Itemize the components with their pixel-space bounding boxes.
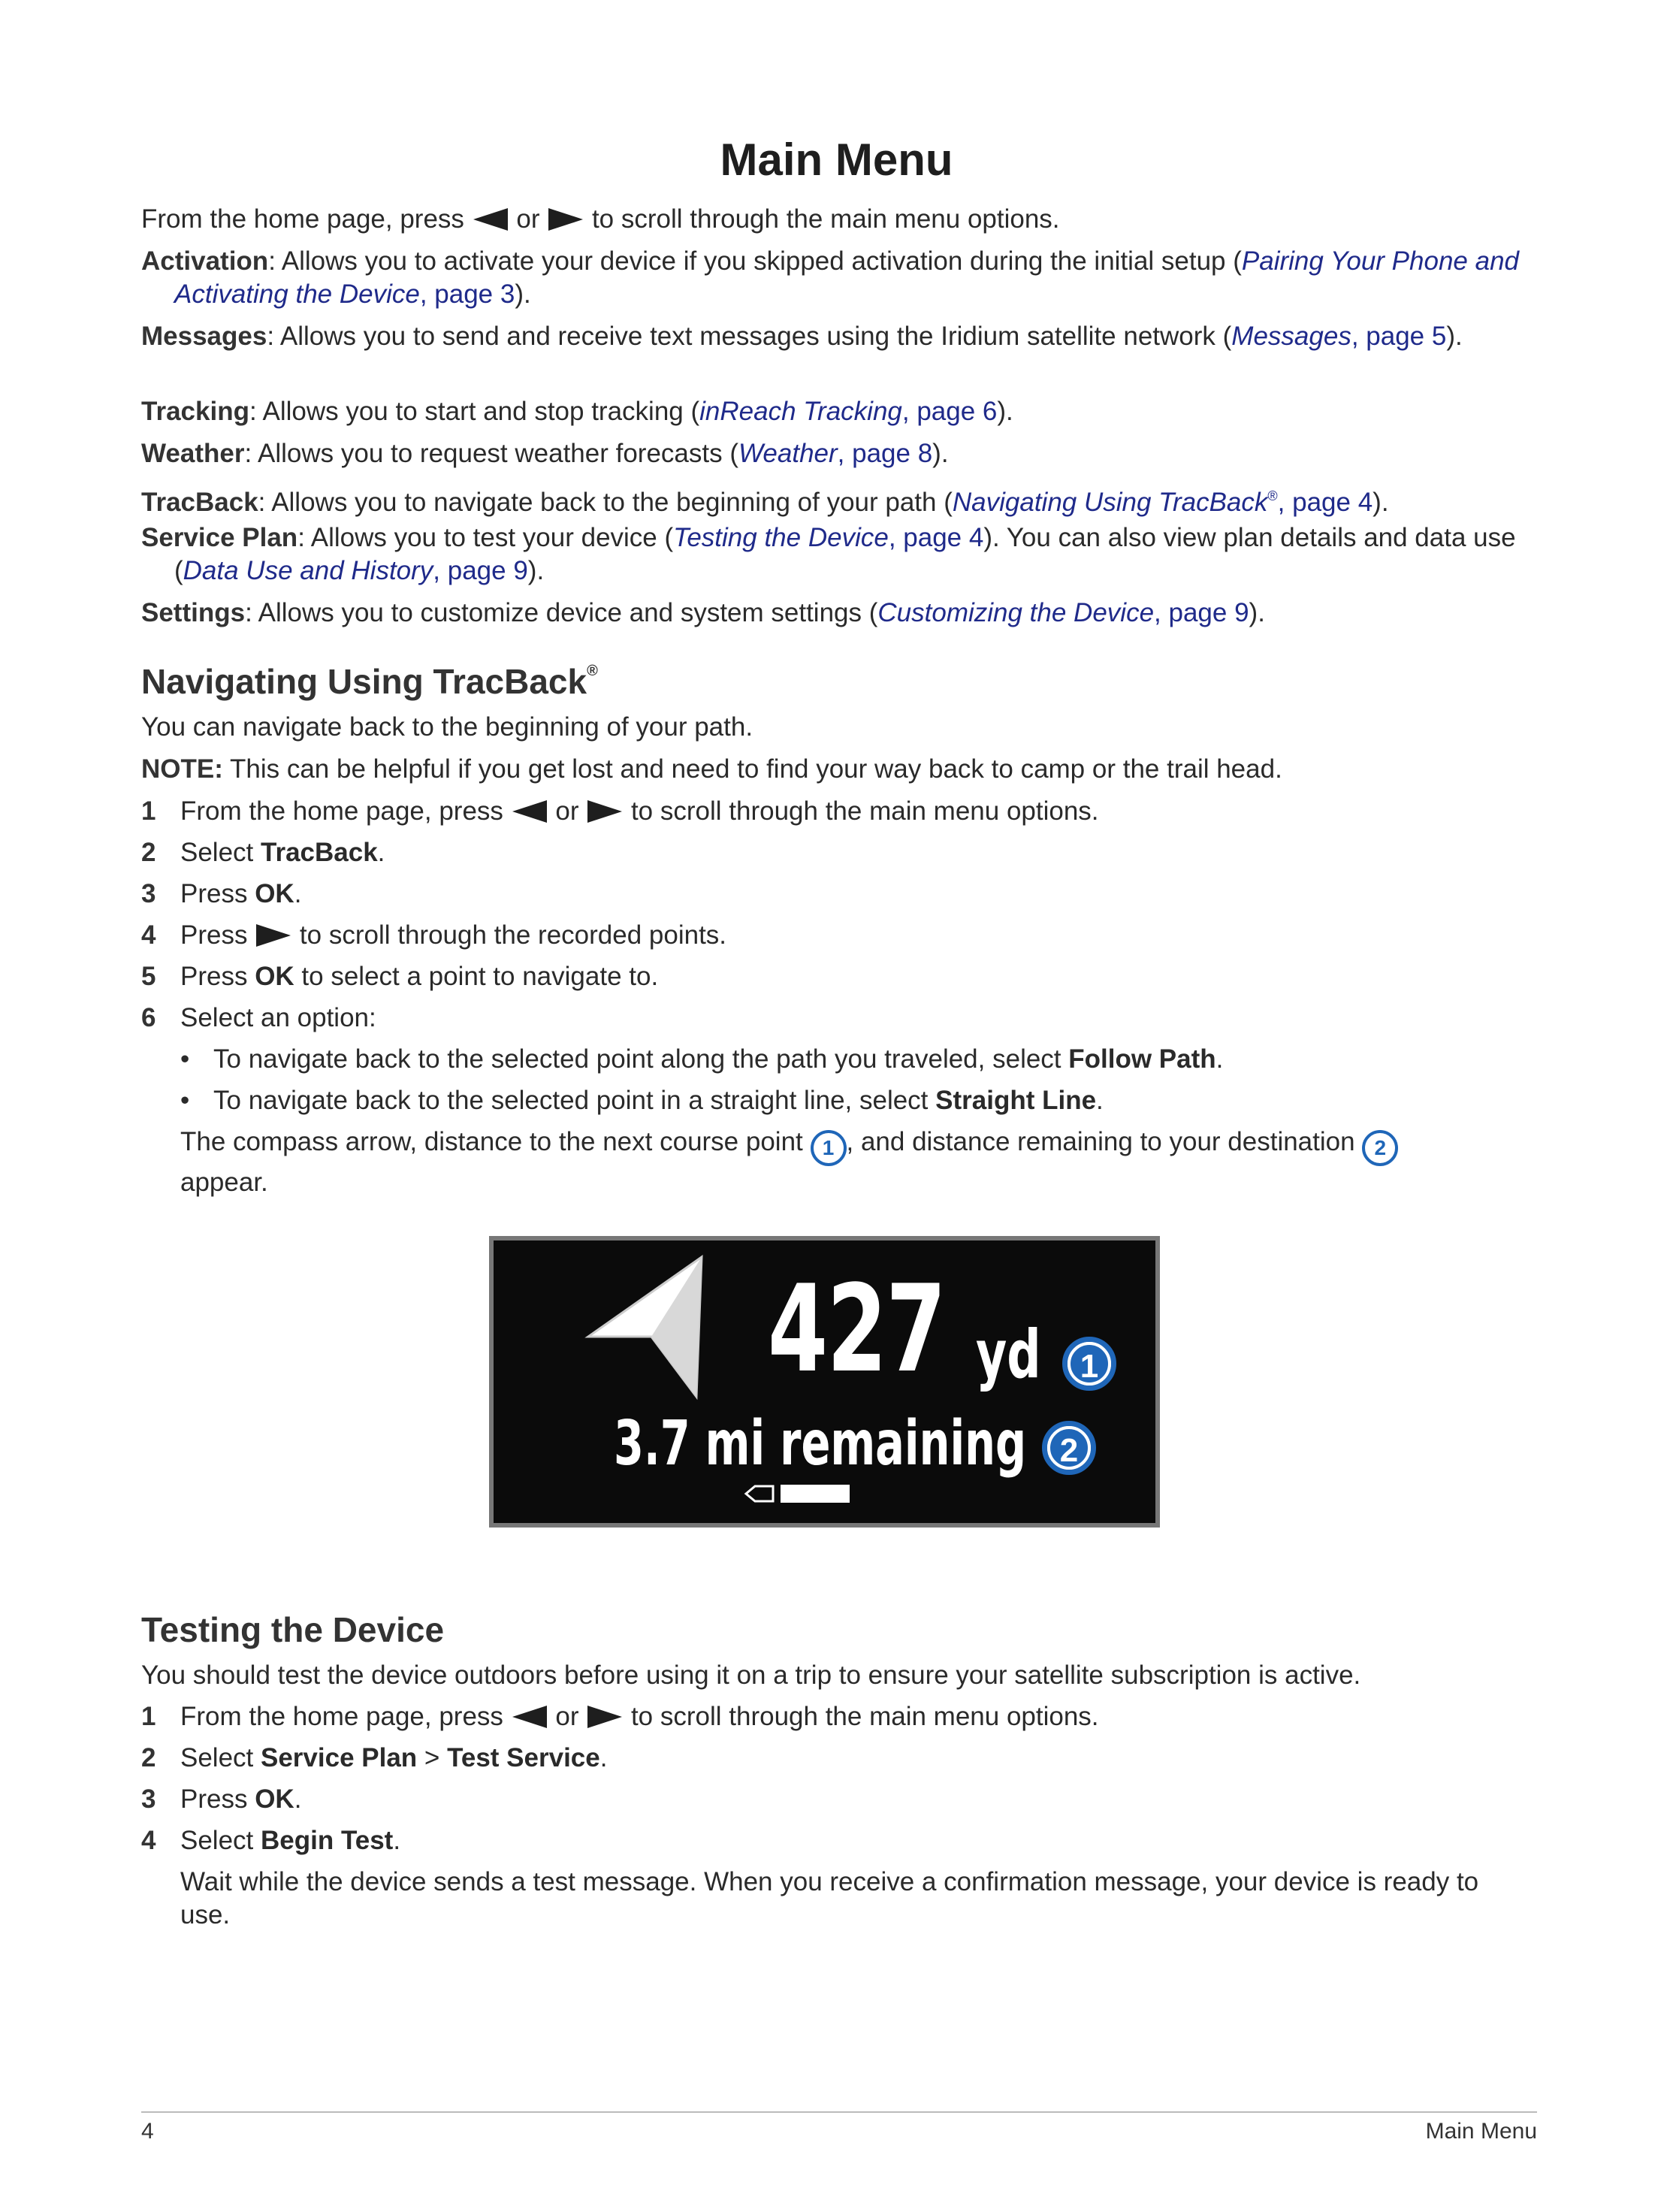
link-messages[interactable]: Messages	[1231, 322, 1351, 351]
menu-item-activation: Activation: Allows you to activate your device if you skipped activation during the initial setup (Pairing Your Phone and Activating the Device, page 3).	[141, 246, 1519, 309]
callout-2-icon: 2	[1362, 1130, 1398, 1166]
right-arrow-icon	[256, 924, 291, 947]
intro-paragraph: From the home page, press or to scroll through the main menu options.	[141, 204, 1060, 234]
menu-item-tracking: Tracking: Allows you to start and stop tracking (inReach Tracking, page 6).	[141, 397, 1013, 426]
link-pairing[interactable]: Pairing Your Phone and Activating the Device	[174, 246, 1519, 309]
left-arrow-icon	[473, 208, 508, 231]
tracback-result: The compass arrow, distance to the next course point 1 , and distance remaining to your destination 2 appear.	[180, 1126, 1533, 1199]
remaining-distance: 3.7 mi remaining	[614, 1408, 1027, 1479]
device-screen-figure	[489, 1236, 1160, 1528]
page-ref[interactable]: , page 4	[1277, 488, 1373, 517]
page-ref[interactable]: , page 6	[901, 397, 998, 426]
right-arrow-icon	[587, 800, 622, 823]
section-heading-tracback: Navigating Using TracBack®	[141, 662, 598, 701]
link-customizing-device[interactable]: Customizing the Device	[877, 598, 1155, 627]
testing-result: Wait while the device sends a test message. When you receive a confirmation message, your device is ready to use.	[180, 1867, 1479, 1929]
page-ref[interactable]: , page 4	[888, 523, 984, 552]
left-arrow-icon	[512, 1706, 547, 1728]
link-testing-device[interactable]: Testing the Device	[673, 523, 889, 552]
tracback-note: NOTE: This can be helpful if you get lost and need to find your way back to camp or the trail head.	[141, 754, 1282, 784]
right-arrow-icon	[587, 1706, 622, 1728]
menu-item-weather: Weather: Allows you to request weather forecasts (Weather, page 8).	[141, 439, 949, 468]
page-number: 4	[141, 2119, 154, 2144]
callout-1-icon: 1	[811, 1130, 847, 1166]
battery-icon	[494, 1240, 1155, 1523]
page-ref[interactable]: , page 5	[1351, 322, 1447, 351]
page-ref[interactable]: , page 9	[433, 556, 528, 585]
footer-section-title: Main Menu	[1425, 2119, 1537, 2144]
manual-page: Main Menu From the home page, press or to scroll through the main menu options. Activation: Allows you to activate your device if you skipped activation during the initial setup (Pairing Your Phone and Activating the Device, page 3). Messages: Allows you to send and receive text messages using the Iridium satellite network (Messages, page 5). Tracking: Allows you to start and stop tracking (inReach Tracking, page 6). Weather: Allows you to request weather forecasts (Weather, page 8). TracBack: Allows you to navigate back to the beginning of your path (Navigating Using TracBack®, page 4). Service Plan: Allows you to test your device (Testing the Device, page 4). You can also view plan details and data use (Data Use and History, page 9). Settings: Allows you to customize device and system settings (Customizing the Device, page 9). Navigating Using TracBack® You can navigate back to the beginning of your path. NOTE: This can be helpful if you get lost and need to find your way back to camp or the trail head. 1 From the home page, press or to scroll through the main menu options. 2 Select TracBack. 3 Press OK. 4 Press to scroll through the recorded points. 5 Press OK to select a point to navigate to. 6 Select an option: • To navigate back to the selected point along the path you traveled, select Follow Path. • To navigate back to the selected point in a straight line, select Straight Line. The compass arrow, distance to the next course point 1 , and distance remaining to your destination 2 appear. 427 yd 1 3.7 mi remaining 2 Testing the Device You should test the device outdoors before using it on a trip to ensure your satellite subscription is active. 1 From the home page, press or to scroll through the main menu options. 2 Select Service Plan > Test Service. 3 Press OK. 4 Select Begin Test. Wait while the device sends a test message. When you receive a confirmation message, your device is ready to use. 4 Main Menu	[0, 0, 1673, 2212]
menu-item-tracback: TracBack: Allows you to navigate back to the beginning of your path (Navigating Using TracBack®, page 4).	[141, 488, 1389, 517]
tracback-intro: You can navigate back to the beginning of your path.	[141, 712, 753, 742]
menu-item-service-plan: Service Plan: Allows you to test your device (Testing the Device, page 4). You can also view plan details and data use (Data Use and History, page 9).	[141, 523, 1516, 585]
page-ref[interactable]: , page 8	[837, 439, 933, 468]
menu-item-settings: Settings: Allows you to customize device and system settings (Customizing the Device, page 9).	[141, 598, 1265, 627]
testing-intro: You should test the device outdoors before using it on a trip to ensure your satellite subscription is active.	[141, 1661, 1361, 1690]
page-title: Main Menu	[720, 134, 953, 185]
link-inreach-tracking[interactable]: inReach Tracking	[699, 397, 902, 426]
distance-value: 427	[768, 1259, 946, 1399]
page-ref[interactable]: , page 9	[1154, 598, 1249, 627]
distance-unit: yd	[976, 1316, 1041, 1393]
menu-item-messages: Messages: Allows you to send and receive text messages using the Iridium satellite network (Messages, page 5).	[141, 322, 1463, 351]
right-arrow-icon	[548, 208, 583, 231]
callout-1-icon: 1	[1062, 1337, 1116, 1391]
callout-2-icon: 2	[1042, 1421, 1096, 1475]
page-ref[interactable]: , page 3	[419, 280, 515, 309]
footer-divider	[141, 2111, 1537, 2113]
left-arrow-icon	[512, 800, 547, 823]
link-navigating-tracback[interactable]: Navigating Using TracBack	[952, 488, 1268, 517]
section-heading-testing: Testing the Device	[141, 1610, 445, 1649]
link-weather[interactable]: Weather	[738, 439, 838, 468]
link-data-use-history[interactable]: Data Use and History	[183, 556, 433, 585]
